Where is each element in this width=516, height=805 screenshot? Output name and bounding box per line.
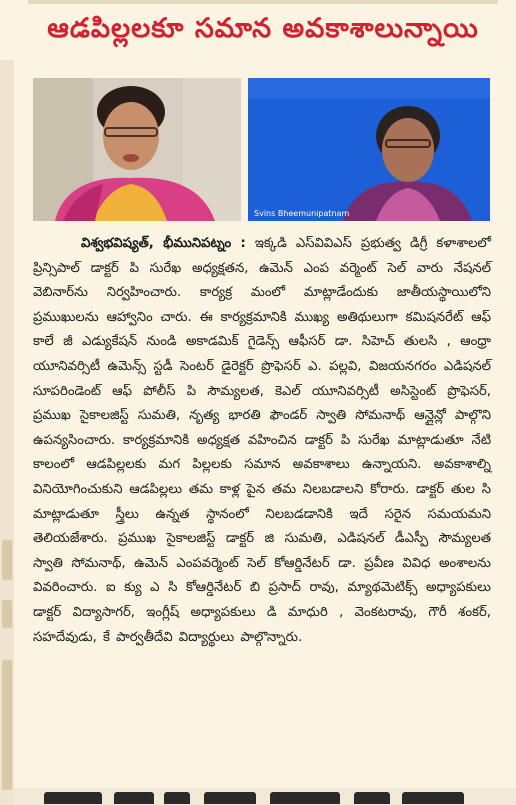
- cut-letter-fragment: [114, 792, 154, 804]
- cut-letter-fragment: [204, 792, 256, 804]
- adjacent-photo-fragment: [2, 540, 12, 580]
- cut-letter-fragment: [402, 792, 464, 804]
- photo-caption: Svins Bheemunipatnam: [254, 209, 350, 218]
- participant-illustration: [248, 78, 490, 221]
- adjacent-photo-fragment: [2, 600, 12, 628]
- cut-letter-fragment: [270, 792, 340, 804]
- cut-letter-fragment: [164, 792, 190, 804]
- adjacent-column-strip: [0, 60, 14, 805]
- dateline: విశ్వభవిష్యత్, భీమునిపట్నం :: [81, 236, 246, 251]
- cut-letter-fragment: [44, 792, 102, 804]
- top-rule: [28, 0, 498, 4]
- photo-webinar-participant: [248, 78, 490, 221]
- headline: ఆడపిల్లలకూ సమాన అవకాశాలున్నాయి: [47, 13, 479, 44]
- article-body: [33, 232, 491, 785]
- cut-letter-fragment: [354, 792, 390, 804]
- portrait-illustration: [33, 78, 241, 221]
- article-text: ఇక్కడి ఎస్‌వివిఎస్ ప్రభుత్వ డిగ్రీ కళాశాలలో ప్రిన్సిపాల్ డాక్టర్ పి సురేఖ అధ్యక్షతన, ఉమెన్ ఎంప వర్మెంట్ సెల్ వారు నేషనల్ వెబినార్‌ను నిర్వహించారు. కార్యక్ర మంలో మాట్లాడేందుకు జాతీయస్థాయిలోని ప్రముఖులను ఆహ్వానిం చారు. ఈ కార్యక్రమానికి ముఖ్య అతిథులుగా కమిషనరేట్ ఆఫ్ కాలే జీ ఎడ్యుకేషన్ నుండి అకాడమిక్ గైడెన్స్ ఆఫీసర్ డా. సిహెచ్ తులసి , ఆంధ్రా యూనివర్సిటీ ఉమెన్స్ స్టడీ సెంటర్ డైరెక్టర్ ప్రొఫెసర్ ఎ. పల్లవి, విజయనగరం ఎడిషనల్ సూపరిండెంట్ ఆఫ్ పోలీస్ పి సౌమ్యలత, కెఎల్ యూనివర్సిటీ అసిస్టెంట్ ప్రొఫెసర్, ప్రముఖ సైకాలజిస్ట్ సుమతి, నృత్య భారతి ఫౌండర్ స్వాతి సోమనాథ్ ఆన్లైన్లో పాల్గొని ఉపన్యసించారు. కార్యక్రమానికి అధ్యక్షత వహించిన డాక్టర్ పి సురేఖ మాట్లాడుతూ నేటి కాలంలో ఆడపిల్లలకు మగ పిల్లలకు సమాన అవకాశాలు ఉన్నాయని. అవకాశాల్ని వినియోగించుకుని ఆడపిల్లలు తమ కాళ్ల పైన తమ నిలబడాలని కోరారు. డాక్టర్ తుల సి మాట్లాడుతూ స్త్రీలు ఉన్నత స్థానంలో నిలబడడానికి ఇదే సరైన సమయమని తెలియజేశారు. ప్రముఖ సైకాలజిస్ట్ డాక్టర్ జి సుమతి, ఎడిషనల్ డీఎస్పీ సౌమ్యలత స్వాతి సోమనాథ్, ఉమెన్ ఎంపవర్మెంట్ సెల్ కోఆర్డినేటర్ డా. ప్రవీణ వివిధ అంశాలను వివరించారు. ఐ క్యు ఎ సి కోఆర్డినేటర్ బి ప్రసాద్ రావు, మ్యాథమెటిక్స్ అధ్యాపకులు డాక్టర్ విద్యాసాగర్, ఇంగ్లీష్ అధ్యాపకులు డి మాధురి , వెంకటరావు, గౌరీ శంకర్, సహదేవుడు, కే పార్వతీదేవి విద్యార్థులు పాల్గొన్నారు.: [33, 236, 491, 645]
- photo-principal-speaking: [33, 78, 241, 221]
- next-headline-fragment: [14, 788, 516, 805]
- adjacent-photo-fragment: [2, 660, 12, 790]
